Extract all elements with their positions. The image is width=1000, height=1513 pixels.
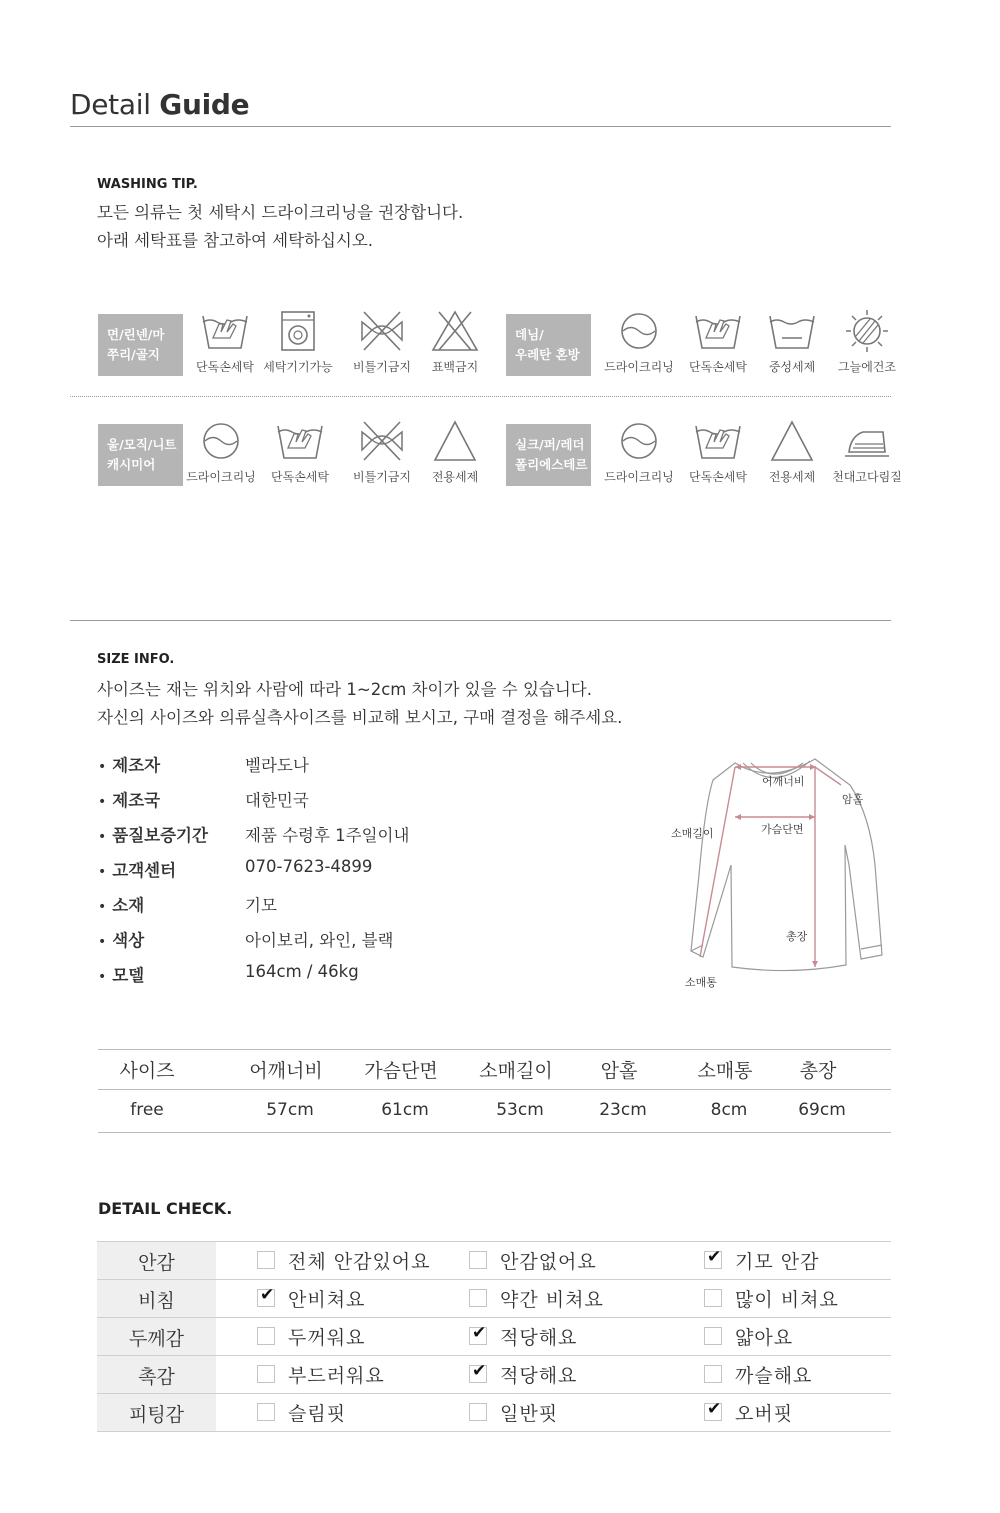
neutral-detergent-icon [762,308,822,354]
wash-divider [70,396,891,397]
detail-check-row-label: 안감 [138,1252,175,1274]
checkbox[interactable] [469,1361,487,1383]
wash-label: 드라이크리닝 [186,470,256,484]
detail-check-row-label: 비침 [138,1290,175,1312]
dry-clean-icon [609,418,669,464]
wash-category-line: 폴리에스테르 [515,457,588,472]
checkbox[interactable] [704,1399,722,1421]
checkbox[interactable] [469,1289,487,1307]
wash-label: 전용세제 [768,470,816,484]
wash-label: 표백금지 [431,360,479,374]
wash-label: 단독손세탁 [271,470,329,484]
size-table-header: 가슴단면 [364,1060,438,1082]
detail-check-option: 안비쳐요 [288,1289,366,1311]
size-info-text [97,676,622,732]
spec-key: 모델 [112,966,145,985]
spec-row [98,822,208,846]
hand-wash-icon [688,308,748,354]
size-info-heading: SIZE INFO. [97,652,175,667]
hand-wash-icon [688,418,748,464]
no-bleach-icon [425,308,485,354]
detail-check-option: 많이 비쳐요 [735,1289,839,1311]
spec-value: 070-7623-4899 [245,857,373,876]
checkbox[interactable] [257,1365,275,1383]
spec-row [98,787,160,811]
spec-row [98,752,160,776]
wash-label: 단독손세탁 [689,360,747,374]
wash-label: 단독손세탁 [196,360,254,374]
bullet-icon: • [98,794,107,810]
wash-label: 드라이크리닝 [604,360,674,374]
detail-check-row-label: 촉감 [138,1366,175,1388]
spec-row [98,962,144,986]
dry-clean-icon [609,308,669,354]
spec-key: 품질보증기간 [112,826,208,845]
wash-category-4 [506,424,591,486]
wash-category-line: 데님/ [515,327,544,342]
detail-check-option: 안감없어요 [500,1251,597,1273]
hand-wash-icon [270,418,330,464]
size-info-line-1: 사이즈는 재는 위치와 사람에 따라 1~2cm 차이가 있을 수 있습니다. [97,680,592,699]
checkbox[interactable] [257,1403,275,1421]
check-mark-icon: ✔ [260,1285,275,1305]
washing-tip-heading: WASHING TIP. [97,177,198,192]
size-info-line-2: 자신의 사이즈와 의류실측사이즈를 비교해 보시고, 구매 결정을 해주세요. [97,708,623,727]
spec-key: 제조자 [112,756,161,775]
detail-check-option: 약간 비쳐요 [500,1289,604,1311]
wash-label: 전용세제 [431,470,479,484]
size-table-cell: free [130,1100,164,1120]
size-table-cell: 57cm [266,1100,314,1120]
spec-key: 제조국 [112,791,161,810]
page-title [70,88,249,121]
shade-dry-icon [837,308,897,354]
detail-check-row-border [97,1279,891,1280]
bullet-icon: • [98,759,107,775]
garment-measure-diagram [665,745,890,995]
check-mark-icon: ✔ [707,1247,722,1267]
diagram-label-shoulder: 어깨너비 [762,775,805,788]
detail-check-row-label: 피팅감 [128,1404,185,1426]
title-bold: Guide [159,88,250,121]
detail-check-option: 오버핏 [735,1403,794,1425]
wash-category-line: 우레탄 혼방 [515,347,580,362]
title-divider [70,126,891,127]
washing-machine-icon [268,308,328,354]
size-table-header-border [98,1089,891,1090]
detail-check-row-border [97,1317,891,1318]
size-table-top-border [98,1049,891,1050]
spec-key: 고객센터 [112,861,177,880]
detail-check-heading: DETAIL CHECK. [98,1199,233,1218]
spec-value: 기모 [245,896,277,915]
wash-label: 그늘에건조 [838,360,896,374]
bullet-icon: • [98,969,107,985]
spec-value: 제품 수령후 1주일이내 [245,826,410,845]
size-table-header: 사이즈 [119,1060,175,1082]
wash-category-3 [98,424,183,486]
checkbox[interactable] [469,1323,487,1345]
wash-label: 중성세제 [768,360,816,374]
section-divider [70,620,891,621]
wash-label: 단독손세탁 [689,470,747,484]
dry-clean-icon [191,418,251,464]
spec-key: 색상 [112,931,145,950]
detail-check-option: 적당해요 [500,1365,578,1387]
diagram-label-armhole: 암홀 [842,793,864,806]
wash-category-line: 면/린넨/마 [107,327,165,342]
spec-value: 대한민국 [245,791,309,810]
wash-category-line: 캐시미어 [107,457,156,472]
wash-category-1 [98,314,183,376]
washing-tip-text [97,199,463,255]
size-table-header: 총장 [799,1060,837,1082]
spec-row [98,857,176,881]
checkbox[interactable] [704,1365,722,1383]
diagram-label-length: 총장 [786,930,808,943]
washing-tip-line-1: 모든 의류는 첫 세탁시 드라이크리닝을 권장합니다. [97,203,464,222]
diagram-label-chest: 가슴단면 [761,823,804,836]
size-table-header: 소매통 [697,1060,753,1082]
special-detergent-icon [425,418,485,464]
spec-row [98,892,144,916]
wash-label: 드라이크리닝 [604,470,674,484]
check-mark-icon: ✔ [472,1361,487,1381]
wash-category-line: 실크/퍼/레더 [515,437,585,452]
detail-check-option: 기모 안감 [735,1251,820,1273]
checkbox[interactable] [704,1327,722,1345]
cloth-iron-icon [837,418,897,464]
spec-row [98,927,144,951]
check-mark-icon: ✔ [472,1323,487,1343]
wash-label: 세탁기기가능 [263,360,333,374]
bullet-icon: • [98,829,107,845]
spec-value: 아이보리, 와인, 블랙 [245,931,394,950]
no-wring-icon [352,308,412,354]
size-table-bottom-border [98,1132,891,1133]
detail-check-option: 적당해요 [500,1327,578,1349]
title-light: Detail [70,88,151,121]
detail-check-option: 두꺼워요 [288,1327,366,1349]
detail-check-option: 까슬해요 [735,1365,813,1387]
bullet-icon: • [98,899,107,915]
special-detergent-icon [762,418,822,464]
detail-check-option: 슬림핏 [288,1403,347,1425]
size-table-cell: 69cm [798,1100,846,1120]
size-table-header: 어깨너비 [249,1060,323,1082]
checkbox[interactable] [469,1403,487,1421]
checkbox[interactable] [257,1327,275,1345]
size-table-cell: 53cm [496,1100,544,1120]
size-table-header: 소매길이 [479,1060,553,1082]
size-table-cell: 61cm [381,1100,429,1120]
checkbox[interactable] [257,1285,275,1307]
size-table-cell: 8cm [710,1100,748,1120]
diagram-label-sleeve: 소매길이 [671,827,714,840]
checkbox[interactable] [704,1289,722,1307]
no-wring-icon [352,418,412,464]
detail-check-option: 부드러워요 [288,1365,385,1387]
diagram-label-cuff: 소매통 [685,976,717,989]
wash-label: 비틀기금지 [353,360,411,374]
wash-label: 비틀기금지 [353,470,411,484]
size-table-cell: 23cm [599,1100,647,1120]
detail-check-option: 전체 안감있어요 [288,1251,431,1273]
detail-check-option: 일반핏 [500,1403,559,1425]
check-mark-icon: ✔ [707,1399,722,1419]
detail-check-row-label: 두께감 [128,1328,185,1350]
bullet-icon: • [98,864,107,880]
size-table-header: 암홀 [600,1060,638,1082]
hand-wash-icon [195,308,255,354]
wash-category-line: 울/모직/니트 [107,437,177,452]
checkbox[interactable] [257,1251,275,1269]
bullet-icon: • [98,934,107,950]
checkbox[interactable] [704,1247,722,1269]
spec-value: 164cm / 46kg [245,962,359,981]
wash-category-line: 쭈리/골지 [107,347,160,362]
spec-value: 벨라도나 [245,756,309,775]
detail-check-row-border [97,1355,891,1356]
checkbox[interactable] [469,1251,487,1269]
detail-check-row-border [97,1393,891,1394]
detail-check-row-border [97,1431,891,1432]
spec-key: 소재 [112,896,145,915]
detail-check-option: 얇아요 [735,1327,794,1349]
detail-check-row-border [97,1241,891,1242]
wash-label: 천대고다림질 [832,470,902,484]
washing-tip-line-2: 아래 세탁표를 참고하여 세탁하십시오. [97,231,374,250]
wash-category-2 [506,314,591,376]
